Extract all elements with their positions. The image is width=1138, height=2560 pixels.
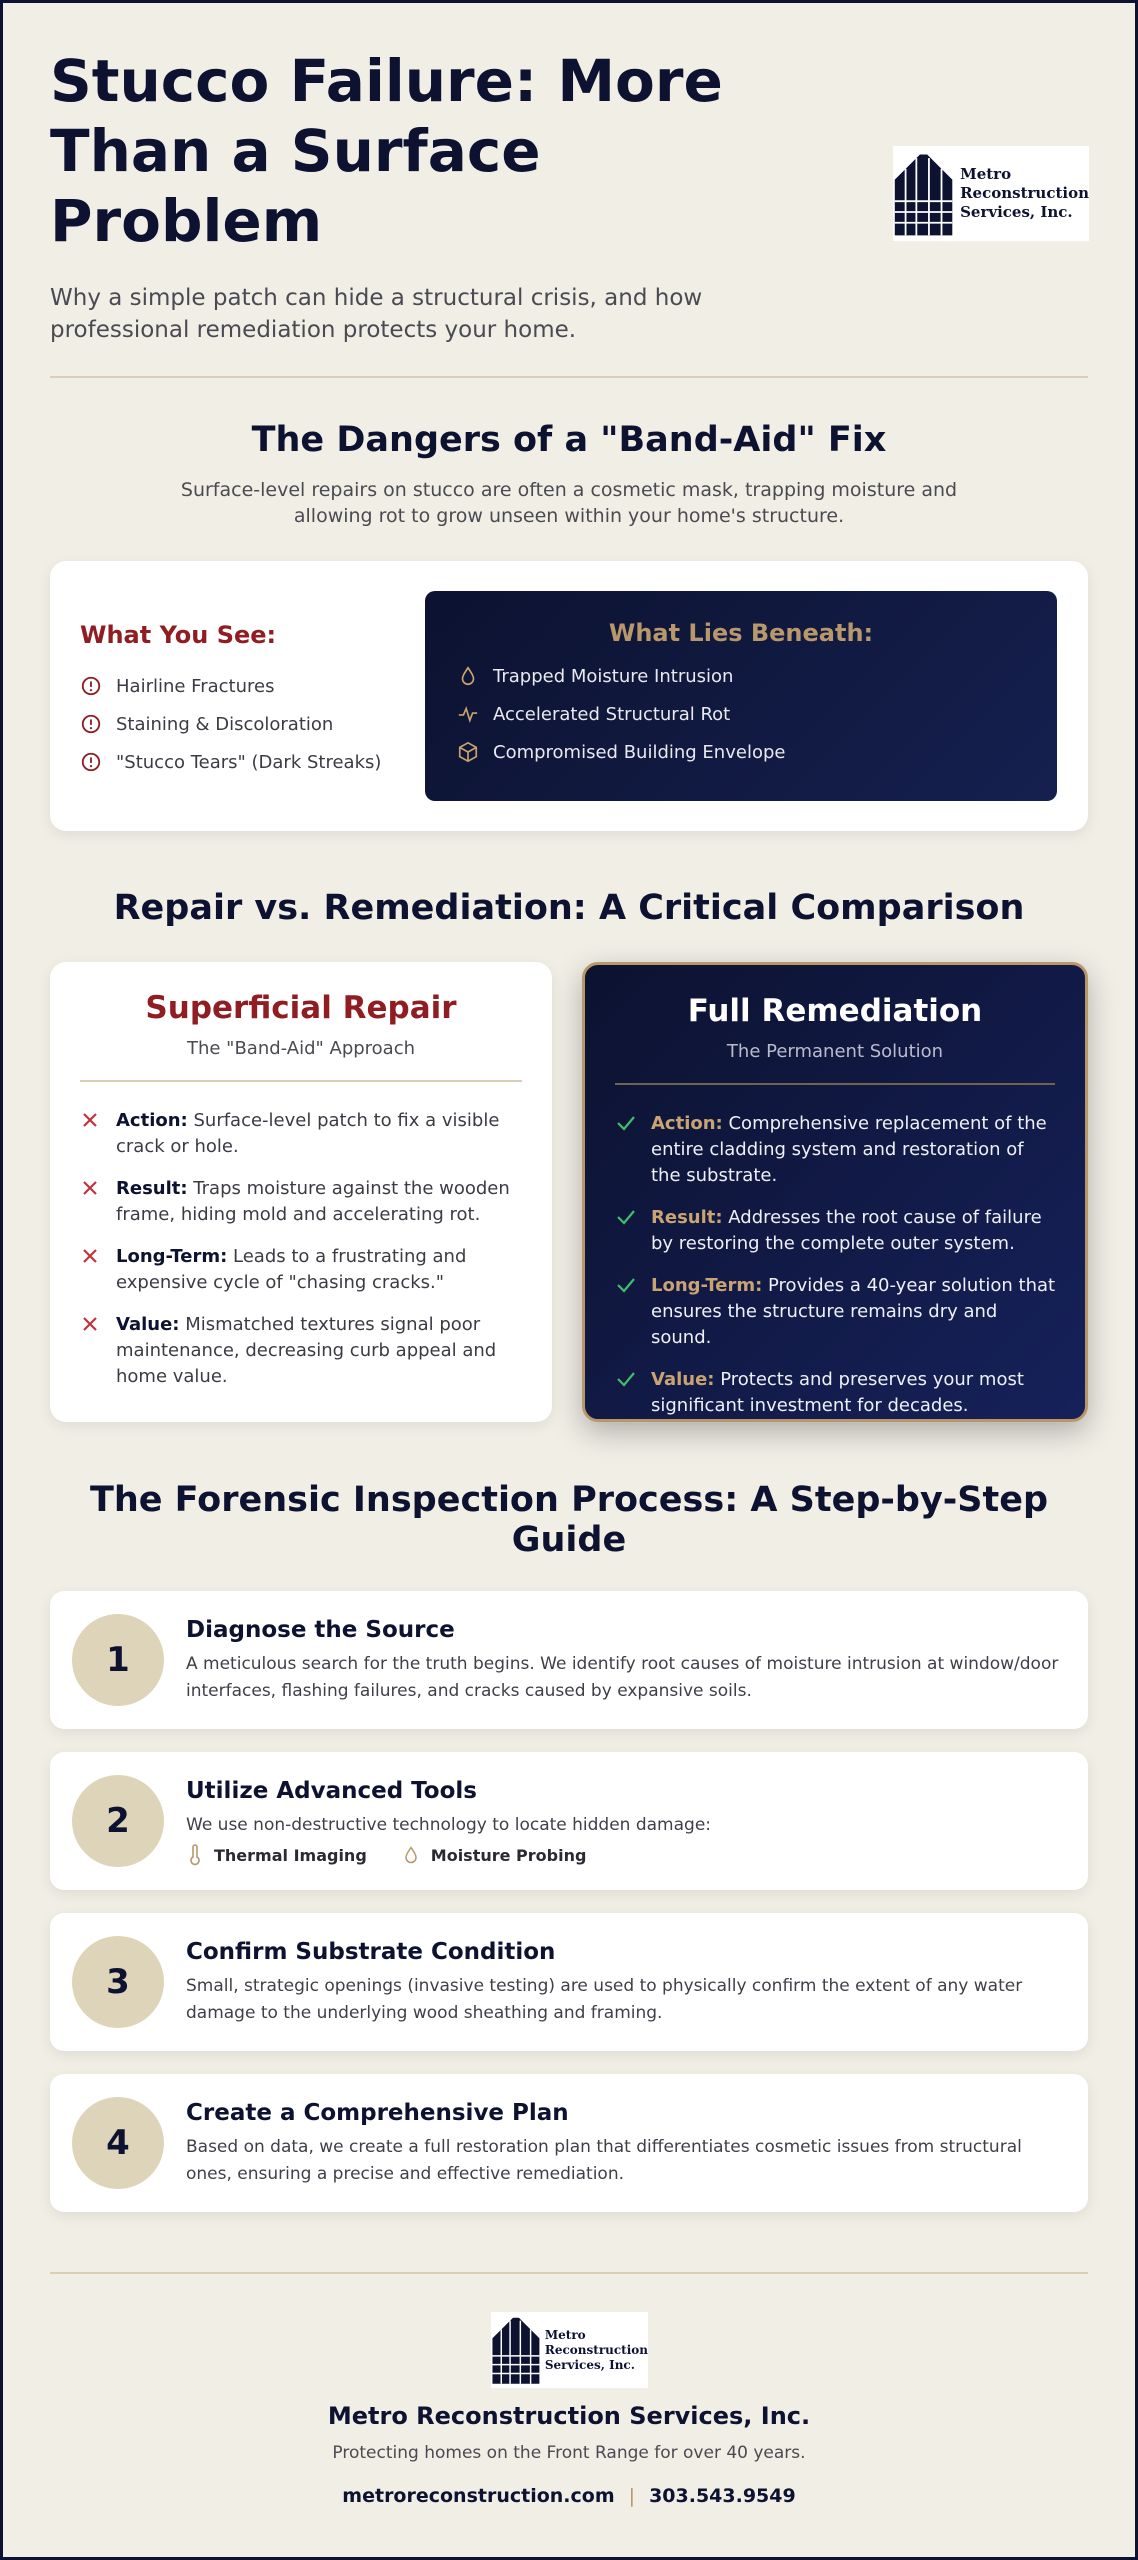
footer-contact: [50, 2485, 1088, 2507]
remediation-heading: Full Remediation: [687, 993, 983, 1029]
dangers-card: [50, 561, 1088, 831]
hidden-damage-label: Accelerated Structural Rot: [493, 703, 731, 725]
company-logo: [893, 146, 1089, 241]
full-remediation-card: [582, 962, 1088, 1422]
step-description: A meticulous search for the truth begins. We identify root causes of moisture intrusion at window/door interfaces, flashing failures, and cracks caused by expansive soils.: [186, 1654, 1059, 1701]
step-number: 1: [72, 1614, 164, 1706]
remediation-list: [615, 1111, 1057, 1435]
checkmark-icon: [615, 1207, 637, 1227]
remediation-item: Action: Comprehensive replacement of the entire cladding system and restoration of the substrate.: [615, 1111, 1057, 1189]
alert-circle-icon: [80, 675, 102, 697]
box-icon: [457, 741, 479, 763]
droplet-icon: [457, 665, 479, 687]
hidden-damage-label: Trapped Moisture Intrusion: [493, 665, 734, 687]
divider: [80, 1080, 522, 1082]
symptom-label: Staining & Discoloration: [116, 713, 334, 735]
contact-separator: |: [628, 2485, 636, 2507]
alert-circle-icon: [80, 713, 102, 735]
superficial-repair-card: [50, 962, 552, 1422]
what-you-see: [80, 621, 381, 781]
process-step: [50, 1591, 1088, 1729]
repair-item: Action: Surface-level patch to fix a visible crack or hole.: [80, 1108, 524, 1160]
repair-list: [80, 1108, 524, 1406]
x-icon: [80, 1246, 100, 1266]
remediation-item: Result: Addresses the root cause of failure by restoring the complete outer system.: [615, 1205, 1057, 1257]
remediation-tagline: The Permanent Solution: [726, 1041, 944, 1062]
repair-item: Result: Traps moisture against the wooden frame, hiding mold and accelerating rot.: [80, 1176, 524, 1228]
symptom-label: Hairline Fractures: [116, 675, 275, 697]
website-link[interactable]: metroreconstruction.com: [342, 2485, 615, 2507]
step-number: 2: [72, 1775, 164, 1867]
symptom-item: [80, 743, 381, 781]
checkmark-icon: [615, 1275, 637, 1295]
step-title: Utilize Advanced Tools: [186, 1778, 477, 1804]
x-icon: [80, 1178, 100, 1198]
step-description: Based on data, we create a full restoration plan that differentiates cosmetic issues from structural ones, ensuring a precise and effective remediation.: [186, 2137, 1022, 2184]
step-description: We use non-destructive technology to locate hidden damage:: [186, 1815, 712, 1835]
dangers-title: The Dangers of a "Band-Aid" Fix: [251, 420, 887, 460]
step-title: Diagnose the Source: [186, 1617, 455, 1643]
footer-tagline: Protecting homes on the Front Range for over 40 years.: [332, 2443, 806, 2463]
process-title: The Forensic Inspection Process: A Step-by-Step Guide: [89, 1480, 1049, 1560]
repair-heading: Superficial Repair: [145, 990, 457, 1026]
step-number: 3: [72, 1936, 164, 2028]
logo-wordmark: Metro Reconstruction Services, Inc.: [544, 2327, 648, 2372]
x-icon: [80, 1110, 100, 1130]
x-icon: [80, 1314, 100, 1334]
tool-list: [186, 1844, 620, 1866]
thermometer-icon: [186, 1844, 204, 1866]
activity-pulse-icon: [457, 703, 479, 725]
building-logo-icon: [893, 148, 954, 240]
step-title: Create a Comprehensive Plan: [186, 2100, 569, 2126]
droplet-icon: [401, 1844, 421, 1866]
footer-company-name: Metro Reconstruction Services, Inc.: [327, 2402, 811, 2430]
symptom-label: "Stucco Tears" (Dark Streaks): [116, 751, 382, 773]
hidden-damage-item: [457, 695, 1057, 733]
step-description: Small, strategic openings (invasive testing) are used to physically confirm the extent of any water damage to the underlying wood sheathing and framing.: [186, 1976, 1023, 2023]
alert-circle-icon: [80, 751, 102, 773]
checkmark-icon: [615, 1369, 637, 1389]
hidden-damage-item: [457, 657, 1057, 695]
dangers-subtitle-line-2: allowing rot to grow unseen within your home's structure.: [293, 505, 845, 527]
process-step: [50, 2074, 1088, 2212]
tool-item: Moisture Probing: [401, 1844, 587, 1866]
remediation-item: Value: Protects and preserves your most significant investment for decades.: [615, 1367, 1057, 1419]
step-title: Confirm Substrate Condition: [186, 1939, 556, 1965]
repair-item: Value: Mismatched textures signal poor maintenance, decreasing curb appeal and home value.: [80, 1312, 524, 1390]
tool-item: Thermal Imaging: [186, 1844, 367, 1866]
building-logo-icon: [491, 2314, 541, 2386]
footer-logo: [491, 2312, 648, 2388]
divider: [50, 376, 1088, 378]
symptom-item: [80, 667, 381, 705]
hidden-damage-item: [457, 733, 1057, 771]
process-step: [50, 1913, 1088, 2051]
comparison-title: Repair vs. Remediation: A Critical Comparison: [113, 888, 1025, 928]
step-number: 4: [72, 2097, 164, 2189]
page-title: Stucco Failure: More Than a Surface Problem: [50, 47, 723, 255]
dangers-subtitle-line-1: Surface-level repairs on stucco are often a cosmetic mask, trapping moisture and: [180, 479, 958, 501]
checkmark-icon: [615, 1113, 637, 1133]
logo-wordmark: Metro Reconstruction Services, Inc.: [960, 165, 1089, 221]
what-lies-beneath: [425, 591, 1057, 801]
repair-item: Long-Term: Leads to a frustrating and expensive cycle of "chasing cracks.": [80, 1244, 524, 1296]
process-step: [50, 1752, 1088, 1890]
what-lies-beneath-heading: What Lies Beneath:: [608, 619, 874, 647]
repair-tagline: The "Band-Aid" Approach: [186, 1038, 416, 1059]
divider: [50, 2272, 1088, 2274]
page-subtitle: Why a simple patch can hide a structural crisis, and how professional remediation protects your home.: [50, 285, 703, 343]
symptom-item: [80, 705, 381, 743]
remediation-item: Long-Term: Provides a 40-year solution that ensures the structure remains dry and sound.: [615, 1273, 1057, 1351]
what-you-see-heading: What You See:: [80, 621, 277, 649]
hero: [50, 46, 790, 346]
divider: [615, 1083, 1055, 1085]
hidden-damage-label: Compromised Building Envelope: [493, 741, 786, 763]
phone-link[interactable]: 303.543.9549: [649, 2485, 796, 2507]
